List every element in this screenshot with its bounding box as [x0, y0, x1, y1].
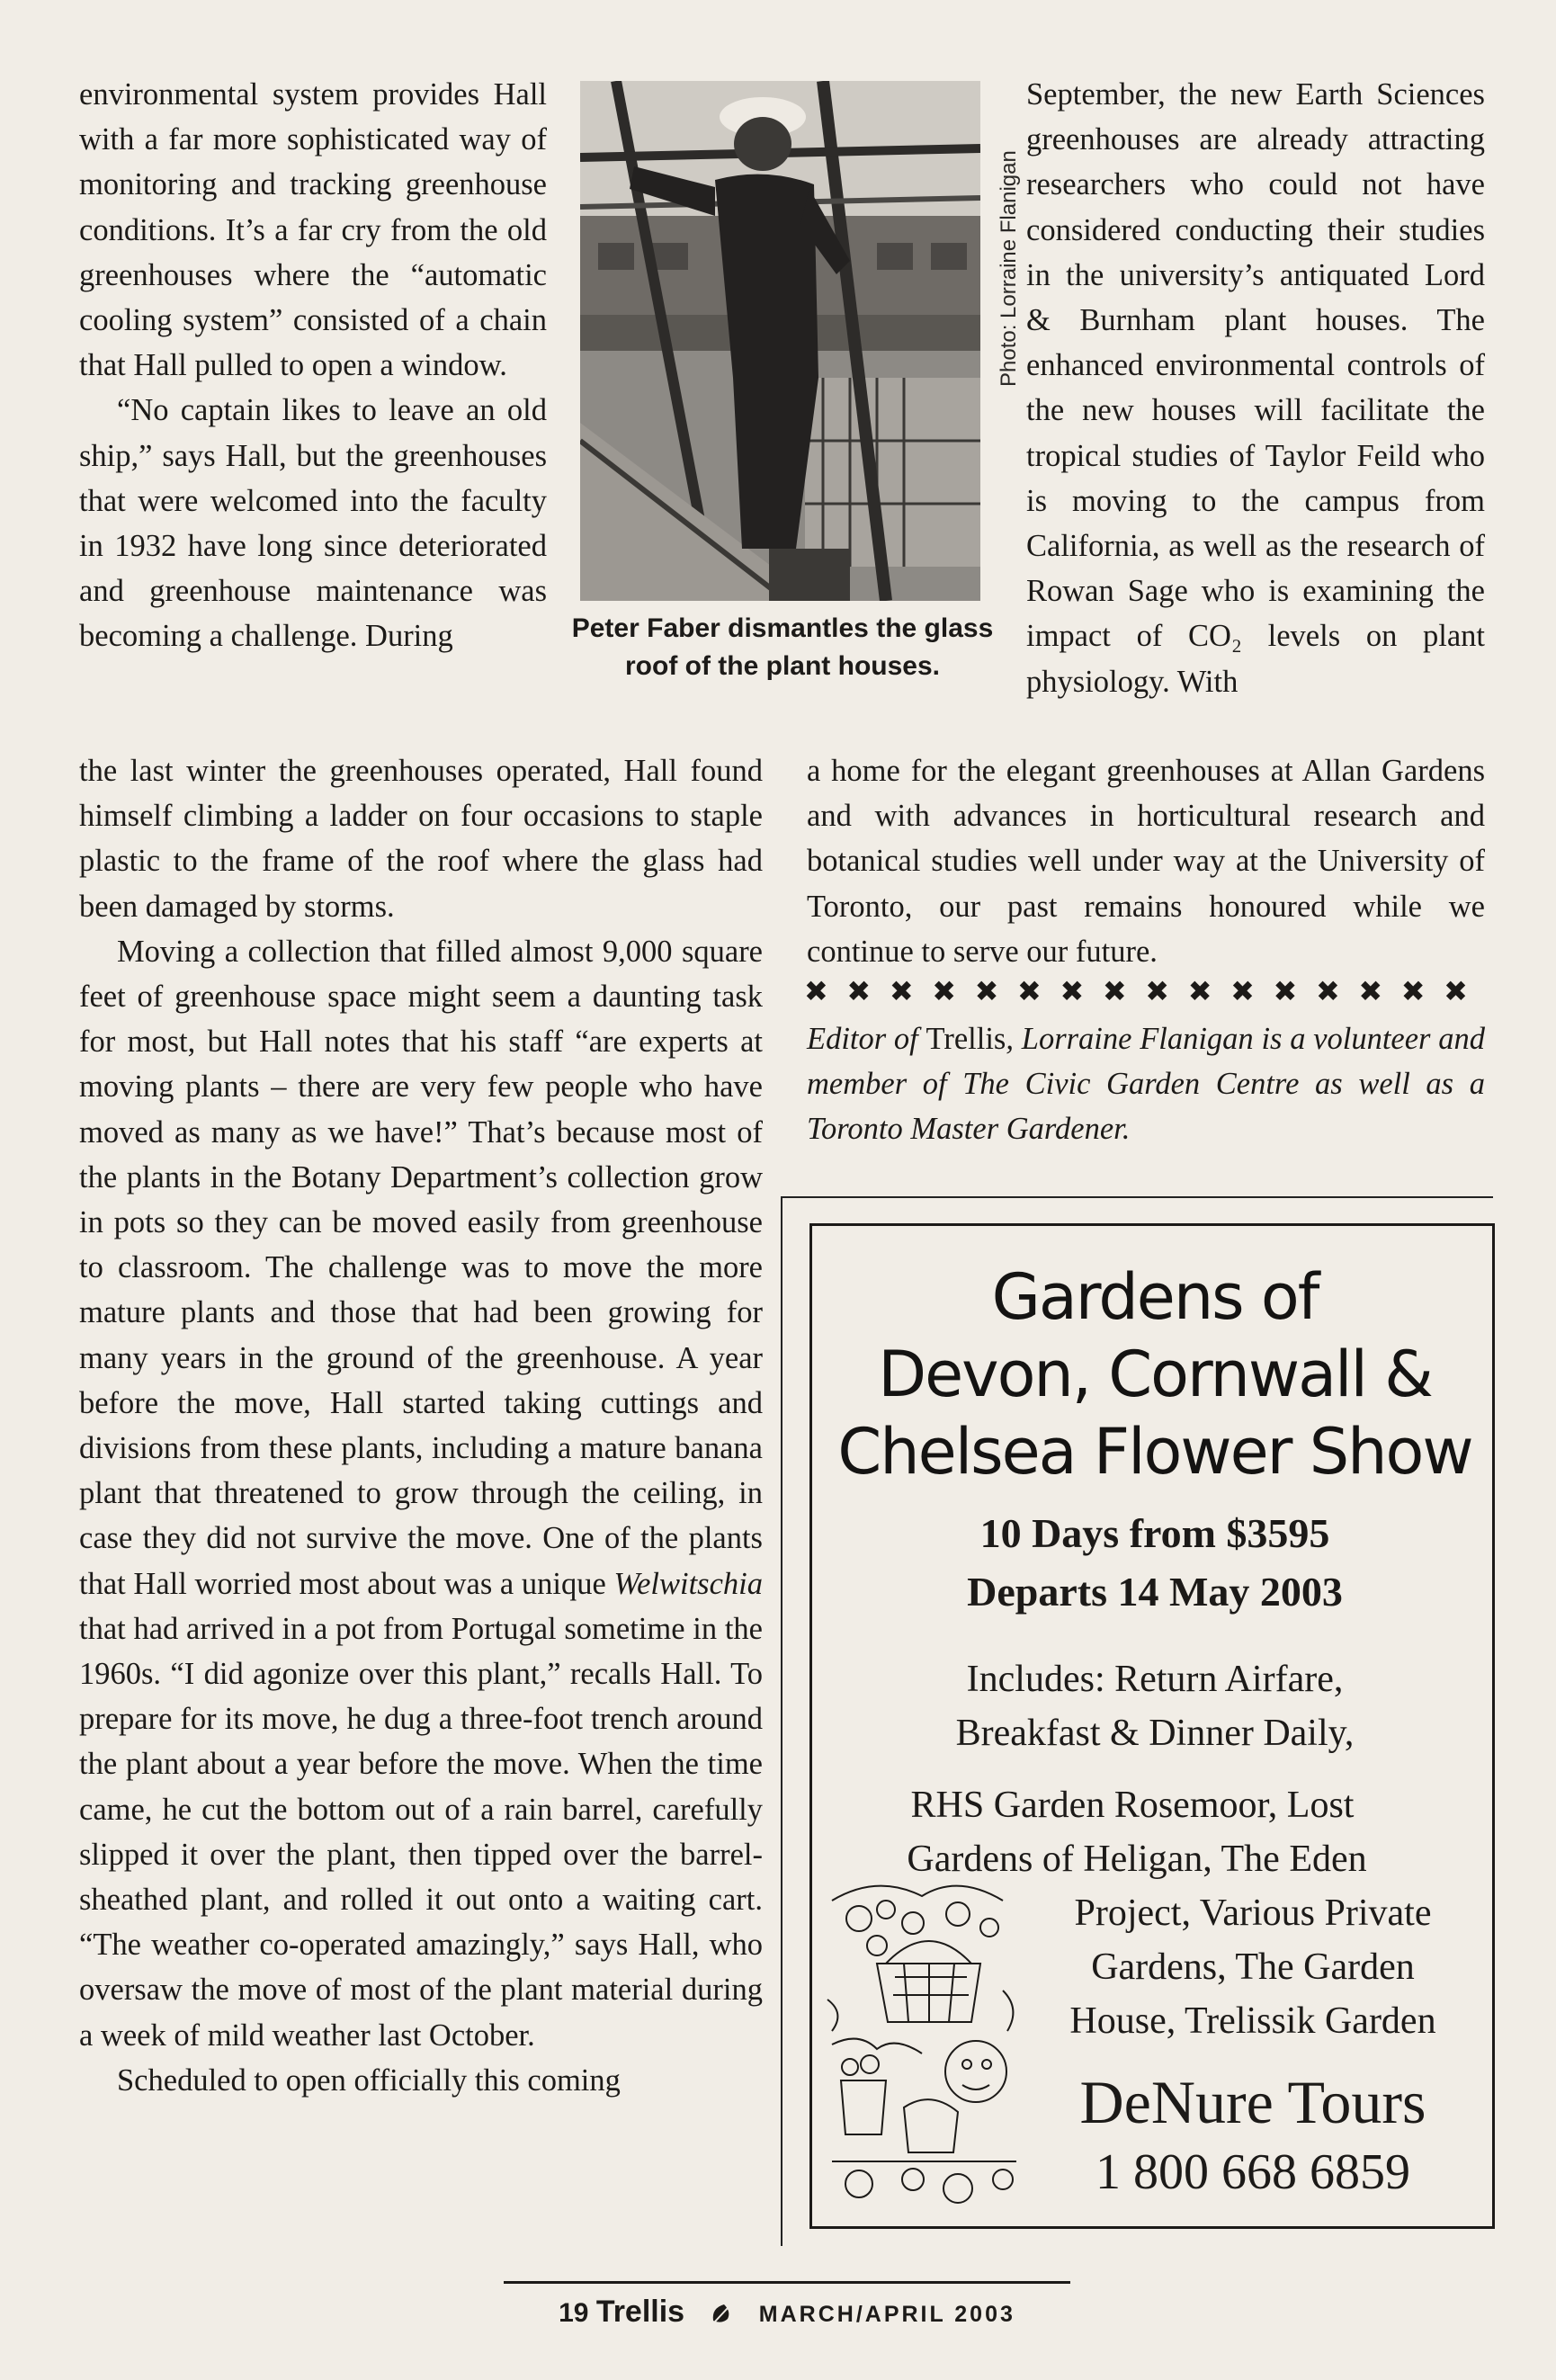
article-column-right-top [1026, 72, 1485, 704]
leaf-icon [710, 2303, 733, 2324]
ad-headline: Devon, Cornwall & [878, 1338, 1432, 1411]
article-paragraph: the last winter the greenhouses operated, Hall found himself climbing a ladder on four occasions to staple plastic to the frame of the roof where the glass had been damaged by storms. [79, 754, 763, 924]
magazine-name: Trellis [595, 2295, 685, 2329]
photo-caption: Peter Faber dismantles the glass roof of the plant houses. [571, 613, 994, 681]
ad-destinations: Gardens, The Garden [1091, 1946, 1415, 1988]
photo-figure [580, 81, 980, 601]
ad-price: 10 Days from $3595 [979, 1510, 1330, 1556]
plant-name: Welwitschia [613, 1566, 763, 1601]
article-paragraph: “No captain likes to leave an old ship,” says Hall, but the greenhouses that were welcomed into the faculty in 1932 have long since deteriorated and greenhouse maintenance was becoming a challenge. During [79, 393, 547, 654]
article-text: that had arrived in a pot from Portugal sometime in the 1960s. “I did agonize over this plant,” recalls Hall. To prepare for its move, he dug a three-foot trench around the plant about a year before the move. When the time came, he cut the bottom out of a rain barrel, carefully slipped it over the plant, then tipped over the barrel-sheathed plant, and rolled it out onto a waiting cart. “The weather co-operated amazingly,” says Hall, who oversaw the move of most of the plant material during a week of mild weather last October. [79, 1611, 763, 2053]
garden-illustration [823, 1865, 1025, 2211]
tour-advertisement [809, 1223, 1495, 2229]
ad-includes: Includes: Return Airfare, [966, 1659, 1344, 1700]
greenhouse-worker-photo [580, 81, 980, 601]
footer-rule [504, 2281, 1070, 2284]
photo-credit: Photo: Lorraine Flanigan [997, 150, 1021, 387]
ad-destinations: Gardens of Heligan, The Eden [907, 1839, 1367, 1880]
bio-text: Editor of [807, 1022, 926, 1056]
article-column-left-top [79, 72, 547, 659]
ad-destinations: RHS Garden Rosemoor, Lost [910, 1785, 1355, 1826]
article-paragraph: September, the new Earth Sciences greenhouses are already attracting researchers who could not have considered conducting their studies in the university’s antiquated Lord & Burnham plant houses. The enhanced environmental controls of the new houses will facilitate the tropical studies of Taylor Feild who is moving to the campus from California, as well as the research of Rowan Sage who is examining the impact of CO₂ levels on plant physiology. With [1026, 77, 1485, 699]
article-paragraph [79, 929, 763, 2058]
ad-headline: Chelsea Flower Show [837, 1415, 1472, 1489]
issue-date: MARCH/APRIL 2003 [758, 2302, 1015, 2327]
article-paragraph: Scheduled to open officially this coming [117, 2062, 621, 2098]
ad-company-name: DeNure Tours [1079, 2068, 1426, 2136]
ad-destinations: House, Trelissik Garden [1069, 2000, 1436, 2042]
ad-destinations: Project, Various Private [1074, 1892, 1432, 1934]
page-footer [504, 2295, 1070, 2330]
ad-phone-number: 1 800 668 6859 [1095, 2144, 1410, 2200]
bio-text: , Lorraine Flanigan is a volunteer and member of The Civic Garden Centre as well as a Toronto Master Gardener. [807, 1022, 1485, 1146]
article-column-right-bottom [807, 748, 1485, 974]
section-divider: ✖ ✖ ✖ ✖ ✖ ✖ ✖ ✖ ✖ ✖ ✖ ✖ ✖ ✖ ✖ ✖ [804, 975, 1474, 1007]
ad-headline: Gardens of [991, 1260, 1319, 1334]
ad-includes: Breakfast & Dinner Daily, [955, 1713, 1355, 1754]
ad-departure: Departs 14 May 2003 [967, 1569, 1343, 1615]
article-paragraph: a home for the elegant greenhouses at Allan Gardens and with advances in horticultural research and botanical studies well under way at the University of Toronto, our past remains honoured while we continue to serve our future. [807, 754, 1485, 969]
author-bio [807, 1016, 1485, 1151]
article-text: Moving a collection that filled almost 9,000 square feet of greenhouse space might seem a daunting task for most, but Hall notes that his staff “are experts at moving plants – there are very few people who have moved as many as we have!” That’s because most of the plants in the Botany Department’s collection grow in pots so they can be moved easily from greenhouse to classroom. The challenge was to move the more mature plants and those that had been growing for many years in the ground of the greenhouse. A year before the move, Hall started taking cuttings and divisions from these plants, including a mature banana plant that threatened to grow through the ceiling, in case they did not survive the move. One of the plants that Hall worried most about was a unique [79, 934, 763, 1601]
page-number: 19 [559, 2298, 589, 2328]
article-paragraph: environmental system provides Hall with a far more sophisticated way of monitoring and tracking greenhouse conditions. It’s a far cry from the old greenhouses where the “automatic cooling system” consisted of a chain that Hall pulled to open a window. [79, 77, 547, 383]
bio-magazine-name: Trellis [926, 1022, 1006, 1056]
article-column-left-bottom [79, 748, 763, 2103]
